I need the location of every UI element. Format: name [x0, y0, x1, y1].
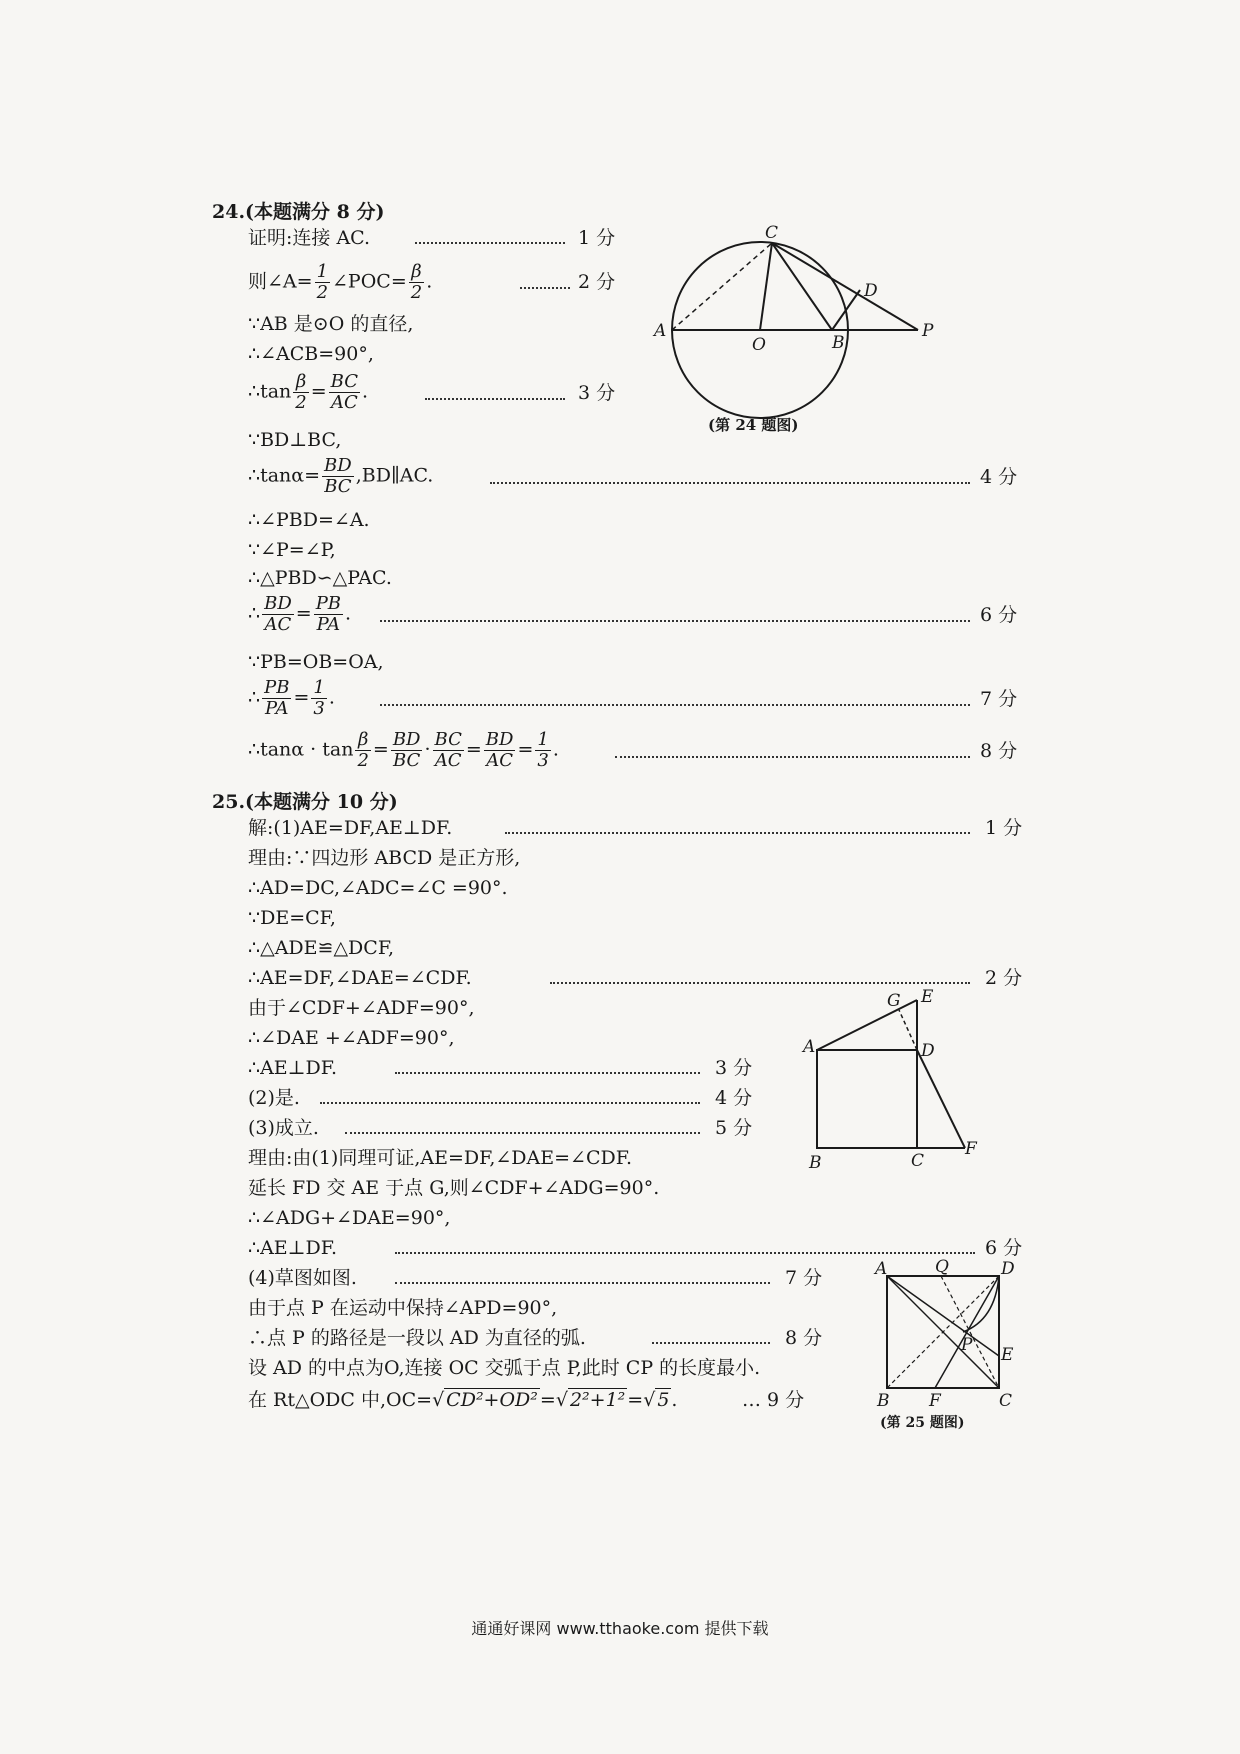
q24-score-8: 8 分: [980, 740, 1018, 762]
label-e: E: [1001, 1345, 1014, 1365]
q25-figure-1: [803, 987, 985, 1173]
dot-leader: [320, 1102, 700, 1104]
dashed-ac: [672, 243, 772, 330]
label-c: C: [765, 223, 779, 243]
dashed-qc: [941, 1276, 999, 1388]
q25-line-18: ∴点 P 的路径是一段以 AD 为直径的弧.: [248, 1327, 586, 1349]
label-g: G: [887, 991, 901, 1011]
dot-leader: [415, 242, 565, 244]
q25-line-12: 理由:由(1)同理可证,AE=DF,∠DAE=∠CDF.: [248, 1147, 632, 1169]
dot-leader: [395, 1072, 700, 1074]
q24-figure: [654, 223, 950, 425]
dot-leader: [345, 1132, 700, 1134]
square-abcd: [817, 1050, 917, 1148]
q24-line-13: ∴ $\frac{PB}{PA}$ = $\frac{1}{3}$ .: [248, 677, 335, 719]
q24-line-1: 证明:连接 AC.: [248, 227, 371, 249]
q24-line-10: ∴△PBD∽△PAC.: [248, 567, 392, 589]
dot-leader: [395, 1282, 770, 1284]
q25-score-9: … 9 分: [742, 1389, 805, 1411]
q25-score-6: 6 分: [985, 1237, 1023, 1259]
q25-line-4: ∵DE=CF,: [248, 907, 336, 929]
line-df: [935, 1276, 999, 1388]
q24-score-2: 2 分: [578, 271, 616, 293]
line-bd: [832, 290, 860, 330]
dot-leader: [380, 704, 970, 706]
label-f: F: [965, 1139, 977, 1159]
label-q: Q: [935, 1257, 949, 1277]
q25-line-1: 解:(1)AE=DF,AE⊥DF.: [248, 817, 453, 839]
label-d: D: [921, 1041, 935, 1061]
label-b: B: [877, 1391, 890, 1411]
dot-leader: [505, 832, 970, 834]
q24-line-12: ∵PB=OB=OA,: [248, 651, 384, 673]
q24-line-7: ∴tanα= $\frac{BD}{BC}$ ,BD∥AC.: [248, 455, 434, 497]
q25-line-11: (3)成立.: [248, 1117, 319, 1139]
label-c: C: [999, 1391, 1013, 1411]
dot-leader: [395, 1252, 975, 1254]
q25-line-14: ∴∠ADG+∠DAE=90°,: [248, 1207, 451, 1229]
q25-line-5: ∴△ADE≌△DCF,: [248, 937, 395, 959]
dot-leader: [652, 1342, 770, 1344]
dot-leader: [550, 982, 970, 984]
label-p: P: [961, 1335, 973, 1355]
q25-line-15: ∴AE⊥DF.: [248, 1237, 338, 1259]
q25-header: 25.(本题满分 10 分): [212, 791, 398, 813]
q25-line-9: ∴AE⊥DF.: [248, 1057, 338, 1079]
dot-leader: [520, 287, 570, 289]
q25-line-10: (2)是.: [248, 1087, 300, 1109]
label-a: A: [875, 1259, 888, 1279]
q24-line-3: ∵AB 是⊙O 的直径,: [248, 313, 414, 335]
dot-leader: [380, 620, 970, 622]
q25-score-8: 8 分: [785, 1327, 823, 1349]
q25-score-1: 1 分: [985, 817, 1023, 839]
dot-leader: [490, 482, 970, 484]
q25-line-2: 理由:∵四边形 ABCD 是正方形,: [248, 847, 521, 869]
q25-line-17: 由于点 P 在运动中保持∠APD=90°,: [248, 1297, 558, 1319]
q25-score-3: 3 分: [715, 1057, 753, 1079]
q24-line-8: ∴∠PBD=∠A.: [248, 509, 370, 531]
dashed-dg: [899, 1010, 917, 1050]
q25-score-4: 4 分: [715, 1087, 753, 1109]
q25-score-7: 7 分: [785, 1267, 823, 1289]
line-cp: [772, 243, 918, 330]
q24-line-6: ∵BD⊥BC,: [248, 429, 342, 451]
q25-line-20: 在 Rt△ODC 中,OC=√ CD²+OD² =√ 2²+1² =√ 5 .: [248, 1389, 678, 1411]
label-d: D: [864, 281, 878, 301]
q24-line-5: ∴tan $\frac{\beta}{2}$ = $\frac{BC}{AC}$ .: [248, 371, 369, 413]
line-df: [917, 1050, 965, 1148]
page-footer: 通通好课网 www.tthaoke.com 提供下载: [471, 1619, 769, 1638]
q24-score-7: 7 分: [980, 688, 1018, 710]
label-f: F: [929, 1391, 941, 1411]
q24-line-11: ∴ $\frac{BD}{AC}$ = $\frac{PB}{PA}$ .: [248, 593, 352, 635]
line-cb: [772, 243, 832, 330]
label-d: D: [1001, 1259, 1015, 1279]
q24-header: 24.(本题满分 8 分): [212, 201, 385, 223]
line-ae: [817, 1000, 917, 1050]
q25-line-16: (4)草图如图.: [248, 1267, 357, 1289]
q24-line-2: 则∠A= $\frac{1}{2}$ ∠POC= $\frac{\beta}{2}$ .: [248, 261, 433, 303]
q25-line-13: 延长 FD 交 AE 于点 G,则∠CDF+∠ADG=90°.: [248, 1177, 660, 1199]
line-oc: [760, 243, 772, 330]
q25-figure-2: [865, 1257, 1015, 1411]
label-a: A: [803, 1037, 816, 1057]
q25-line-8: ∴∠DAE +∠ADF=90°,: [248, 1027, 455, 1049]
label-e: E: [921, 987, 934, 1007]
line-ae: [887, 1276, 999, 1356]
q24-line-14: ∴tanα · tan $\frac{\beta}{2}$ = $\frac{BD}{BC}$ · $\frac{BC}{AC}$ = $\frac{BD}{AC}$ = $\frac{1}{3}$ .: [248, 729, 559, 771]
label-a: A: [654, 321, 667, 341]
label-b: B: [832, 333, 845, 353]
dot-leader: [425, 398, 565, 400]
label-p: P: [922, 321, 934, 341]
q25-line-6: ∴AE=DF,∠DAE=∠CDF.: [248, 967, 472, 989]
q25-line-19: 设 AD 的中点为O,连接 OC 交弧于点 P,此时 CP 的长度最小.: [248, 1357, 761, 1379]
q24-line-9: ∵∠P=∠P,: [248, 539, 336, 561]
q24-score-1: 1 分: [578, 227, 616, 249]
q25-line-3: ∴AD=DC,∠ADC=∠C =90°.: [248, 877, 508, 899]
q24-line-4: ∴∠ACB=90°,: [248, 343, 374, 365]
q24-score-4: 4 分: [980, 466, 1018, 488]
label-o: O: [752, 335, 766, 355]
q25-line-7: 由于∠CDF+∠ADF=90°,: [248, 997, 475, 1019]
label-b: B: [809, 1153, 822, 1173]
q24-figure-caption: (第 24 题图): [708, 416, 799, 434]
dot-leader: [615, 756, 970, 758]
q24-score-6: 6 分: [980, 604, 1018, 626]
q25-score-2: 2 分: [985, 967, 1023, 989]
q25-figure-caption: (第 25 题图): [880, 1415, 965, 1431]
label-c: C: [911, 1151, 925, 1171]
q24-score-3: 3 分: [578, 382, 616, 404]
q25-score-5: 5 分: [715, 1117, 753, 1139]
